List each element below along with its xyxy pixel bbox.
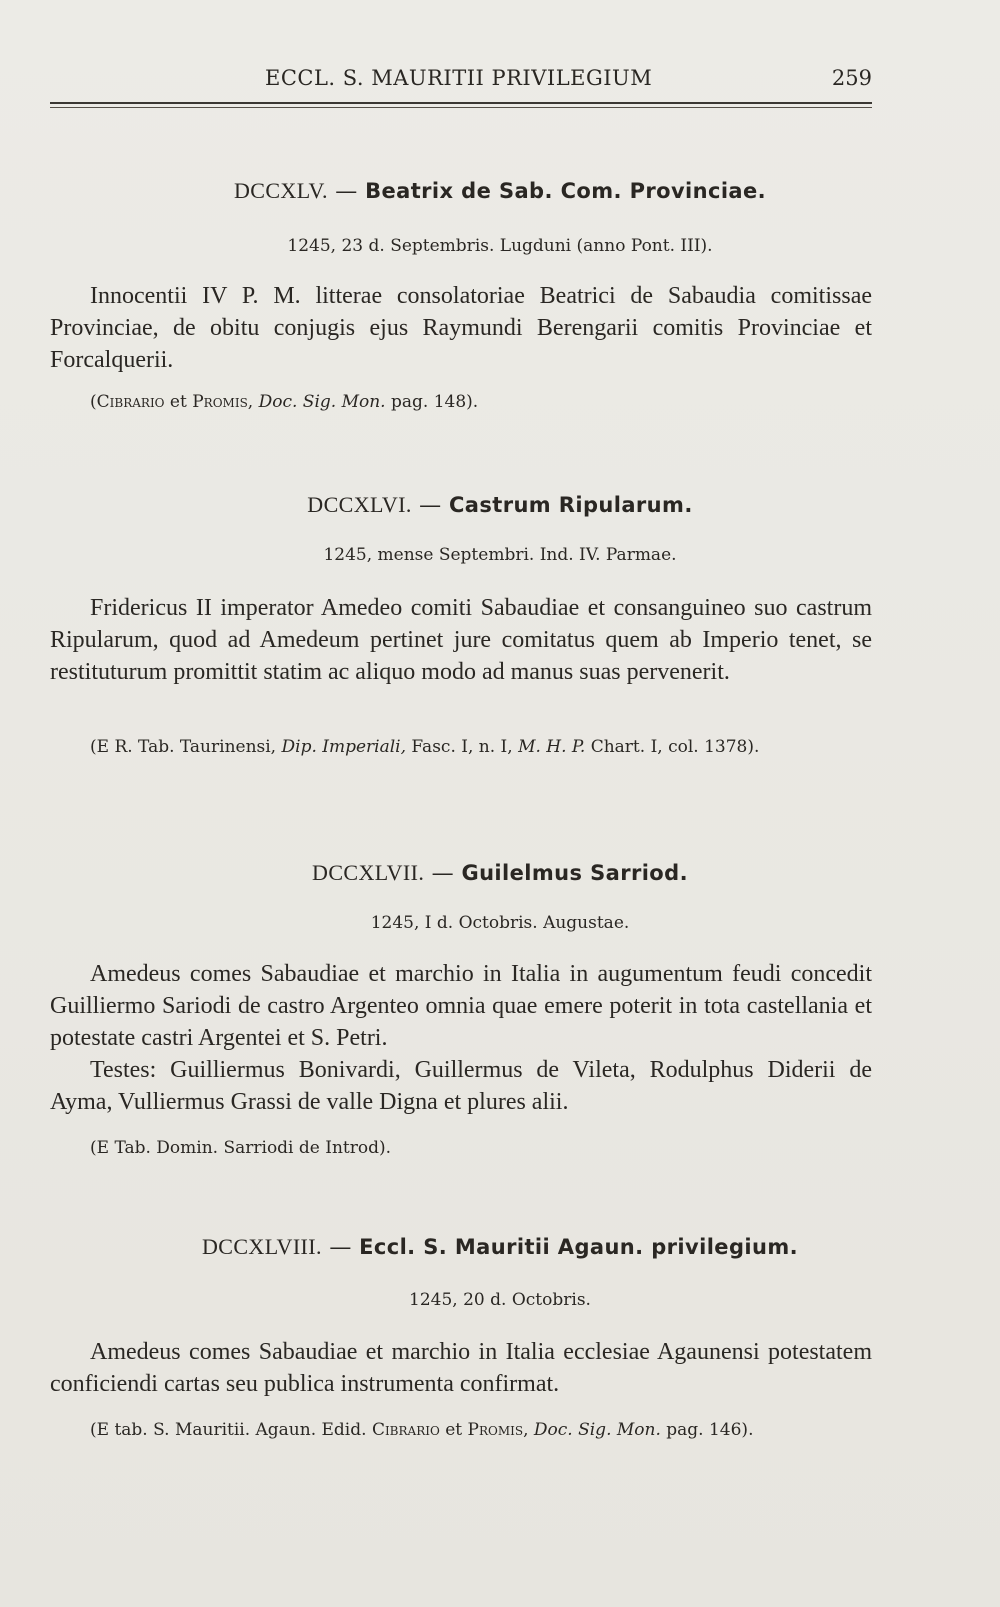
source-mid: et bbox=[164, 392, 193, 412]
entry-number: DCCXLVII. bbox=[312, 860, 425, 885]
source-mid: et bbox=[439, 1420, 468, 1440]
source-pre: (E tab. S. Mauritii. Agaun. Edid. bbox=[90, 1420, 372, 1440]
entry-date: 1245, mense Septembri. Ind. IV. Parmae. bbox=[323, 545, 677, 565]
source-rest: pag. 148). bbox=[385, 392, 479, 412]
header-rule bbox=[50, 102, 872, 104]
entry-name: Eccl. S. Mauritii Agaun. privilegium. bbox=[359, 1235, 798, 1259]
source-pre: (E R. Tab. Taurinensi, bbox=[90, 737, 282, 757]
entry-dash: — bbox=[419, 493, 442, 518]
entry-text: Amedeus comes Sabaudiae et marchio in Italia ecclesiae Agaunensi potestatem conficiendi cartas seu publica instrumenta confirmat. bbox=[50, 1339, 872, 1397]
running-title: ECCL. S. MAURITII PRIVILEGIUM bbox=[265, 66, 653, 90]
header-rule-thin bbox=[50, 107, 872, 108]
entry-dash: — bbox=[431, 861, 455, 886]
entry-source bbox=[50, 1418, 872, 1442]
entry-number: DCCXLVI. bbox=[307, 492, 412, 517]
source-title: Dip. Imperiali, bbox=[281, 737, 407, 757]
entry-witnesses: Testes: Guilliermus Bonivardi, Guillermus de Vileta, Rodulphus Diderii de Ayma, Vulliermus Grassi de valle Digna et plures alii. bbox=[50, 1057, 872, 1115]
source-title2: M. H. P. bbox=[518, 737, 586, 757]
entry-date: 1245, 20 d. Octobris. bbox=[409, 1290, 591, 1310]
entry-title bbox=[0, 178, 1000, 204]
source-title: Doc. Sig. Mon. bbox=[533, 1420, 661, 1440]
entry-title bbox=[0, 860, 1000, 886]
entry-text: Innocentii IV P. M. litterae consolatoriae Beatrici de Sabaudia comitissae Provinciae, de obitu conjugis ejus Raymundi Berengarii comitis Provinciae et Forcalquerii. bbox=[50, 283, 872, 373]
entry-dash: — bbox=[335, 179, 358, 204]
source-pre: (E Tab. Domin. Sarriodi de Introd). bbox=[90, 1138, 392, 1158]
entry-text: Amedeus comes Sabaudiae et marchio in Italia in augumentum feudi concedit Guilliermo Sariodi de castro Argenteo omnia quae emere poterit in tota castellania et potestate castri Argentei et S. Petri. bbox=[50, 961, 872, 1051]
source-author2: Promis bbox=[192, 392, 248, 412]
entry-name: Castrum Ripularum. bbox=[448, 493, 693, 517]
entry-date: 1245, I d. Octobris. Augustae. bbox=[370, 913, 630, 933]
entry-number: DCCXLV. bbox=[233, 178, 328, 203]
entry-source bbox=[50, 390, 872, 414]
source-author2: Promis bbox=[467, 1420, 524, 1440]
source-comma: , bbox=[523, 1420, 534, 1440]
entry-title bbox=[0, 1234, 1000, 1260]
page-number: 259 bbox=[831, 66, 872, 90]
page-header bbox=[50, 66, 872, 96]
entry-text: Fridericus II imperator Amedeo comiti Sabaudiae et consanguineo suo castrum Ripularum, quod ad Amedeum pertinet jure comitatus quem ab Imperio tenet, se restituturum promittit statim ac aliquo modo ad manus suas pervenerit. bbox=[50, 595, 872, 685]
entry-dash: — bbox=[329, 1235, 352, 1260]
entry-date: 1245, 23 d. Septembris. Lugduni (anno Pont. III). bbox=[287, 236, 713, 256]
source-title: Doc. Sig. Mon. bbox=[258, 392, 386, 412]
source-rest: pag. 146). bbox=[660, 1420, 754, 1440]
entry-name: Beatrix de Sab. Com. Provinciae. bbox=[365, 179, 767, 203]
source-comma: , bbox=[247, 392, 259, 412]
source-rest: Chart. I, col. 1378). bbox=[585, 737, 760, 757]
entry-number: DCCXLVIII. bbox=[201, 1234, 322, 1259]
entry-title bbox=[0, 492, 1000, 518]
entry-source bbox=[50, 735, 872, 759]
source-open: ( bbox=[90, 392, 97, 412]
source-author: Cibrario bbox=[371, 1420, 440, 1440]
entry-source bbox=[50, 1136, 872, 1160]
source-mid: Fasc. I, n. I, bbox=[406, 737, 519, 757]
source-author: Cibrario bbox=[96, 392, 165, 412]
entry-name: Guilelmus Sarriod. bbox=[461, 861, 688, 885]
